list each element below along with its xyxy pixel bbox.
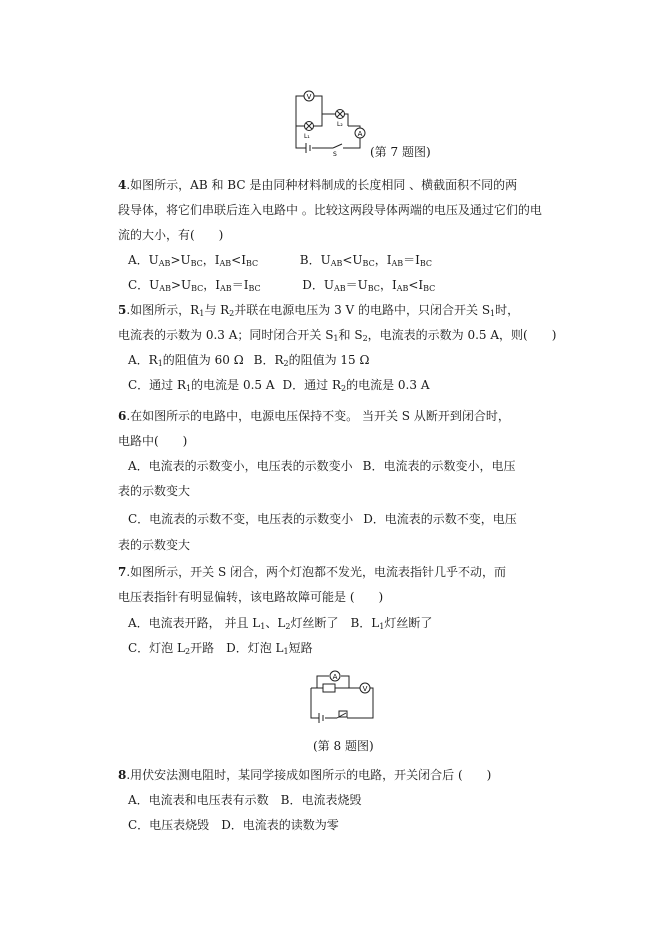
figure-8-diagram: [303, 668, 379, 724]
q7-options-ab: A．电流表开路， 并且 $L_1$、$L_2$灯丝断了 B．$L_1$灯丝断了: [128, 616, 433, 631]
fig7-l2-label: L₂: [337, 121, 343, 128]
q5-options-cd: C．通过 $R_1$的电流是 0.5 A D．通过 $R_2$的电流是 0.3 A: [128, 378, 430, 393]
q4-line-3: 流的大小，有( ): [118, 228, 224, 242]
q7-options-cd: C．灯泡 $L_2$开路 D．灯泡 $L_1$短路: [128, 641, 313, 656]
q6-options-ab: A．电流表的示数变小，电压表的示数变小 B．电流表的示数变小，电压: [128, 459, 516, 473]
q8-options-ab: A．电流表和电压表有示数 B．电流表烧毁: [128, 793, 362, 807]
q6-line-2: 电路中( ): [118, 434, 188, 448]
q6-options-cd: C．电流表的示数不变，电压表的示数变小 D．电流表的示数不变，电压: [128, 512, 517, 526]
q5-line-1: 5.如图所示，$R_1$与 $R_2$并联在电源电压为 3 V 的电路中，只闭合开关 $S_1$时，: [118, 303, 520, 318]
q7-line-1: 7.如图所示，开关 S 闭合，两个灯泡都不发光，电流表指针几乎不动，而: [118, 565, 507, 579]
q4-options-cd: C．$U_{AB}>U_{BC}$，$I_{AB}=I_{BC}$ D．$U_{AB}=U_{BC}$，$I_{AB}<I_{BC}$: [128, 278, 436, 293]
figure-8-caption: (第 8 题图): [313, 739, 374, 753]
figure-7-caption: (第 7 题图): [370, 145, 431, 159]
q7-line-2: 电压表指针有明显偏转，该电路故障可能是 ( ): [118, 590, 384, 604]
q6-line-1: 6.在如图所示的电路中，电源电压保持不变。 当开关 S 从断开到闭合时，: [118, 409, 510, 423]
q4-options-ab: A．$U_{AB}>U_{BC}$，$I_{AB}<I_{BC}$ B．$U_{AB}<U_{BC}$，$I_{AB}=I_{BC}$: [128, 253, 433, 268]
q8-options-cd: C．电压表烧毁 D．电流表的读数为零: [128, 818, 339, 832]
q8-line-1: 8.用伏安法测电阻时，某同学接成如图所示的电路，开关闭合后 ( ): [118, 768, 492, 782]
figure-7-diagram: [288, 86, 370, 156]
fig7-switch-label: S: [333, 151, 337, 156]
q6-option-d-cont: 表的示数变大: [118, 538, 191, 552]
q6-option-b-cont: 表的示数变大: [118, 484, 191, 498]
q4-line-2: 段导体，将它们串联后连入电路中 。比较这两段导体两端的电压及通过它们的电: [118, 203, 542, 217]
q4-line-1: 4.如图所示，AB 和 BC 是由同种材料制成的长度相同 、横截面积不同的两: [118, 178, 518, 192]
fig8-ammeter-label: A: [332, 673, 338, 681]
fig7-ammeter-label: A: [357, 130, 363, 138]
q5-options-ab: A．$R_1$的阻值为 60 Ω B．$R_2$的阻值为 15 Ω: [128, 353, 370, 368]
fig7-voltmeter-label: V: [306, 93, 312, 101]
fig8-voltmeter-label: V: [362, 685, 368, 693]
figure-7-circuit: [288, 86, 370, 156]
fig7-l1-label: L₁: [304, 133, 310, 140]
q5-line-2: 电流表的示数为 0.3 A；同时闭合开关 $S_1$和 $S_2$，电流表的示数为 0.5 A，则( ): [118, 328, 557, 343]
figure-8-circuit: [303, 668, 379, 724]
